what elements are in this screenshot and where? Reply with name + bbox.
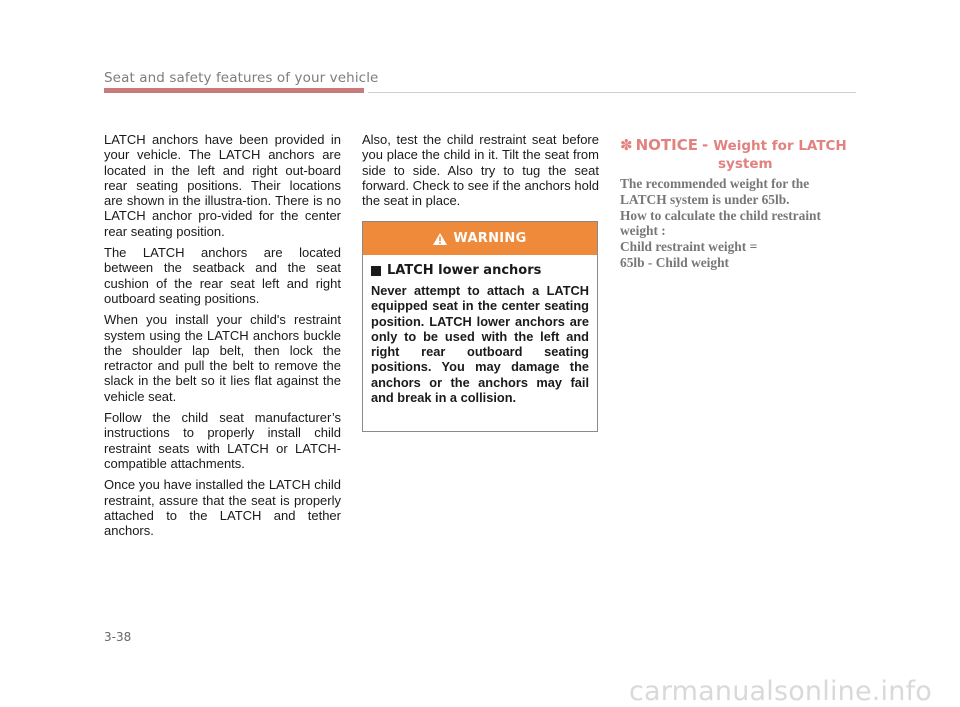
warning-subtitle — [371, 263, 589, 278]
paragraph: Follow the child seat manufacturer’s instructions to properly install child restraint seats with LATCH or LATCH-compatible attachments. — [104, 410, 341, 471]
notice-line: The recommended weight for the — [620, 176, 810, 191]
notice-line: 65lb - Child weight — [620, 254, 730, 270]
paragraph: LATCH anchors have been provided in your vehicle. The LATCH anchors are located in the left and right out-board rear seating positions. Their locations are shown in the illustra-tion. There is no LATCH anchor pro-vided for the center rear seating position. — [104, 132, 341, 239]
column-2 — [362, 132, 599, 214]
warning-text: Never attempt to attach a LATCH equipped seat in the center seating position. LATCH lower anchors are only to be used with the left and right rear outboard seating positions. You may damage the anchors or the anchors may fail and break in a collision. — [371, 283, 589, 406]
square-bullet-icon — [371, 266, 381, 276]
warning-subtitle-text: LATCH lower anchors — [387, 263, 542, 278]
notice-star-icon: ✽ — [620, 136, 633, 154]
notice-dash: - — [701, 136, 709, 154]
warning-label: WARNING — [453, 231, 527, 246]
notice-line: LATCH system is under 65lb. — [620, 191, 790, 207]
notice-title — [620, 136, 860, 172]
paragraph: When you install your child's restraint system using the LATCH anchors buckle the shoulder lap belt, then lock the retractor and pull the belt to remove the slack in the belt so it lies flat against the vehicle seat. — [104, 312, 341, 404]
warning-triangle-icon — [433, 233, 447, 245]
warning-header — [363, 222, 597, 255]
paragraph: Also, test the child restraint seat before you place the child in it. Tilt the seat from side to side. Also try to tug the seat forward. Check to see if the anchors hold the seat in place. — [362, 132, 599, 209]
notice-label: NOTICE — [635, 136, 698, 154]
notice-title-line-1 — [620, 136, 860, 154]
notice-line: weight : — [620, 223, 666, 239]
warning-box — [362, 221, 598, 432]
column-1 — [104, 132, 341, 544]
notice-line: How to calculate the child restraint — [620, 207, 821, 223]
paragraph: The LATCH anchors are located between the seatback and the seat cushion of the rear seat left and right outboard seating positions. — [104, 245, 341, 306]
watermark: carmanualsonline.info — [629, 676, 932, 707]
header-accent-bar — [104, 88, 364, 93]
notice-line: Child restraint weight = — [620, 239, 758, 255]
paragraph: Once you have installed the LATCH child restraint, assure that the seat is properly attached to the LATCH and tether anchors. — [104, 477, 341, 539]
page-number: 3-38 — [104, 630, 132, 644]
notice-topic-line-2: system — [718, 156, 773, 172]
header-rule — [368, 92, 856, 93]
notice-topic: Weight for LATCH — [713, 138, 847, 154]
notice-body — [620, 176, 858, 271]
section-title: Seat and safety features of your vehicle — [104, 70, 379, 86]
